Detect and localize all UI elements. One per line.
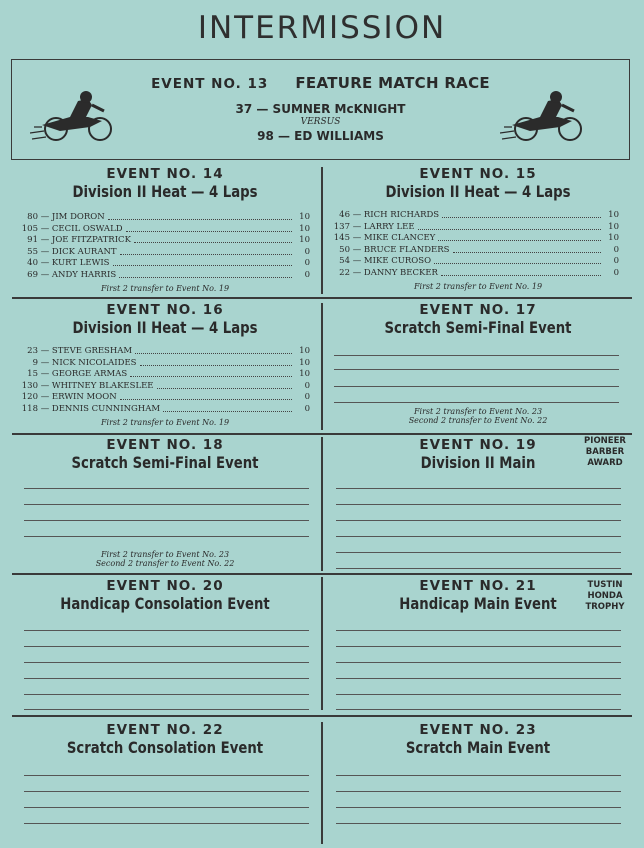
event-14-panel bbox=[12, 166, 318, 296]
entry-line bbox=[24, 646, 309, 647]
rider-name: WHITNEY BLAKESLEE bbox=[51, 380, 154, 391]
rider-number: 15 bbox=[27, 369, 38, 380]
entry-line bbox=[336, 552, 621, 553]
rider-name: LARRY LEE bbox=[363, 221, 415, 232]
rider-name: JOE FITZPATRICK bbox=[51, 235, 131, 246]
entry-line bbox=[336, 678, 621, 679]
entry-line bbox=[24, 694, 309, 695]
dash-separator: — bbox=[350, 268, 364, 278]
entry-line bbox=[334, 402, 619, 403]
event-title: Handicap Main Event bbox=[399, 594, 557, 613]
event-number: EVENT NO. 17 bbox=[419, 302, 537, 318]
rider-name: DICK AURANT bbox=[51, 246, 117, 257]
column-divider bbox=[321, 167, 323, 294]
event-number: EVENT NO. 20 bbox=[106, 578, 224, 594]
leader-dots bbox=[120, 247, 292, 255]
entry-row bbox=[20, 212, 310, 222]
dash-separator: — bbox=[38, 357, 52, 368]
rider-name: KURT LEWIS bbox=[51, 258, 110, 269]
entry-line bbox=[24, 488, 309, 489]
leader-dots bbox=[442, 210, 601, 218]
entry-row bbox=[20, 404, 310, 414]
leader-dots bbox=[113, 258, 292, 266]
rider-number: 55 bbox=[27, 246, 38, 257]
event-title: Division II Heat — 4 Laps bbox=[385, 182, 571, 201]
rider-points: 0 bbox=[304, 380, 310, 391]
column-divider bbox=[321, 437, 323, 571]
rider-number: 137 bbox=[333, 221, 350, 232]
event-number: EVENT NO. 14 bbox=[106, 166, 224, 182]
entry-row bbox=[20, 224, 310, 234]
dash-separator: — bbox=[350, 221, 364, 232]
leader-dots bbox=[134, 235, 292, 243]
dash-separator: — bbox=[350, 256, 364, 267]
entry-line bbox=[24, 536, 309, 537]
feature-match-box bbox=[11, 59, 630, 160]
row-divider bbox=[12, 297, 632, 299]
event-title: Division II Heat — 4 Laps bbox=[72, 318, 258, 337]
transfer-note: First 2 transfer to Event No. 19 bbox=[100, 418, 230, 427]
entry-line bbox=[24, 709, 309, 710]
leader-dots bbox=[441, 268, 601, 276]
entry-line bbox=[24, 807, 309, 808]
rider-points: 0 bbox=[304, 258, 310, 269]
event-number: EVENT NO. 19 bbox=[419, 437, 537, 453]
rider-name: DENNIS CUNNINGHAM bbox=[51, 404, 161, 414]
leader-dots bbox=[135, 346, 292, 354]
event-19-panel bbox=[324, 437, 632, 572]
rider-name: ANDY HARRIS bbox=[51, 270, 117, 280]
rider-points: 0 bbox=[304, 404, 310, 414]
entry-row bbox=[20, 247, 310, 257]
entry-line bbox=[336, 823, 621, 824]
dash-separator: — bbox=[38, 404, 52, 414]
leader-dots bbox=[108, 212, 292, 220]
entry-line bbox=[336, 568, 621, 569]
entry-row bbox=[332, 222, 619, 232]
entry-row bbox=[332, 233, 619, 243]
column-divider bbox=[321, 722, 323, 844]
dash-separator: — bbox=[38, 392, 52, 403]
leader-dots bbox=[126, 224, 292, 232]
event-title: Scratch Semi-Final Event bbox=[384, 318, 572, 337]
entry-row bbox=[20, 235, 310, 245]
rider-points: 0 bbox=[304, 270, 310, 280]
entry-row bbox=[332, 210, 619, 220]
rider-name: NICK NICOLAIDES bbox=[51, 357, 137, 368]
leader-dots bbox=[434, 256, 601, 264]
dash-separator: — bbox=[38, 346, 52, 356]
feature-event-number: EVENT NO. 13 bbox=[151, 76, 269, 92]
dash-separator: — bbox=[38, 223, 52, 234]
rider-name: DANNY BECKER bbox=[363, 268, 438, 278]
event-title: Scratch Semi-Final Event bbox=[71, 453, 259, 472]
row-divider bbox=[12, 573, 632, 575]
row-divider bbox=[12, 715, 632, 717]
rider-number: 40 bbox=[27, 258, 38, 269]
rider-number: 22 bbox=[339, 268, 350, 278]
entry-line bbox=[336, 662, 621, 663]
entry-line bbox=[24, 823, 309, 824]
feature-versus: VERSUS bbox=[300, 117, 341, 127]
event-number: EVENT NO. 18 bbox=[106, 437, 224, 453]
entry-row bbox=[20, 358, 310, 368]
rider-points: 0 bbox=[304, 392, 310, 403]
leader-dots bbox=[453, 245, 601, 253]
entry-row bbox=[332, 256, 619, 266]
rider-name: RICH RICHARDS bbox=[363, 210, 440, 220]
transfer-note: Second 2 transfer to Event No. 22 bbox=[408, 416, 548, 425]
dash-separator: — bbox=[350, 210, 364, 220]
entry-line bbox=[24, 504, 309, 505]
event-number: EVENT NO. 16 bbox=[106, 302, 224, 318]
leader-dots bbox=[157, 381, 292, 389]
rider-number: 50 bbox=[339, 244, 350, 255]
dash-separator: — bbox=[38, 246, 52, 257]
rider-name: CECIL OSWALD bbox=[51, 223, 123, 234]
event-title: Division II Main bbox=[420, 453, 536, 472]
entry-row bbox=[20, 392, 310, 402]
event-title: Scratch Main Event bbox=[405, 738, 551, 757]
event-number: EVENT NO. 15 bbox=[419, 166, 537, 182]
event-23-panel bbox=[324, 722, 632, 847]
rider-points: 10 bbox=[608, 221, 619, 232]
rider-name: STEVE GRESHAM bbox=[51, 346, 133, 356]
rider-points: 10 bbox=[299, 346, 310, 356]
rider-number: 105 bbox=[21, 223, 38, 234]
entry-row bbox=[20, 258, 310, 268]
dash-separator: — bbox=[38, 258, 52, 269]
feature-title: FEATURE MATCH RACE bbox=[295, 74, 490, 92]
entry-row bbox=[332, 245, 619, 255]
rider-points: 10 bbox=[299, 235, 310, 246]
row-divider bbox=[12, 433, 632, 435]
event-18-panel bbox=[12, 437, 318, 572]
rider-points: 0 bbox=[304, 246, 310, 257]
dash-separator: — bbox=[38, 235, 52, 246]
entry-line bbox=[336, 520, 621, 521]
rider-points: 10 bbox=[608, 210, 619, 220]
rider-name: ERWIN MOON bbox=[51, 392, 117, 403]
rider-number: 145 bbox=[333, 233, 350, 244]
event-16-panel bbox=[12, 302, 318, 432]
event-title: Scratch Consolation Event bbox=[66, 738, 264, 757]
entry-row bbox=[20, 270, 310, 280]
entry-line bbox=[336, 791, 621, 792]
entry-line bbox=[24, 520, 309, 521]
event-title: Division II Heat — 4 Laps bbox=[72, 182, 258, 201]
transfer-note: First 2 transfer to Event No. 19 bbox=[413, 282, 543, 291]
entry-line bbox=[24, 678, 309, 679]
entry-line bbox=[334, 369, 619, 370]
entry-row bbox=[20, 346, 310, 356]
transfer-note: Second 2 transfer to Event No. 22 bbox=[95, 559, 235, 568]
entry-line bbox=[24, 630, 309, 631]
leader-dots bbox=[438, 233, 601, 241]
award-name: TUSTIN HONDA TROPHY bbox=[585, 580, 625, 612]
event-17-panel bbox=[324, 302, 632, 432]
rider-number: 118 bbox=[21, 404, 38, 414]
entry-line bbox=[336, 694, 621, 695]
dash-separator: — bbox=[38, 270, 52, 280]
rider-points: 10 bbox=[299, 223, 310, 234]
transfer-note: First 2 transfer to Event No. 23 bbox=[413, 407, 543, 416]
dash-separator: — bbox=[350, 233, 364, 244]
event-title: Handicap Consolation Event bbox=[60, 594, 270, 613]
column-divider bbox=[321, 303, 323, 430]
rider-number: 130 bbox=[21, 380, 38, 391]
event-20-panel bbox=[12, 578, 318, 713]
transfer-note: First 2 transfer to Event No. 23 bbox=[100, 550, 230, 559]
dash-separator: — bbox=[38, 212, 52, 222]
event-15-panel bbox=[324, 166, 632, 296]
leader-dots bbox=[418, 222, 601, 230]
entry-row bbox=[332, 268, 619, 278]
event-22-panel bbox=[12, 722, 318, 847]
rider-number: 80 bbox=[27, 212, 38, 222]
speedway-rider-illustration-left bbox=[30, 87, 120, 147]
entry-line bbox=[24, 791, 309, 792]
entry-line bbox=[336, 646, 621, 647]
speedway-rider-illustration-right bbox=[500, 87, 590, 147]
leader-dots bbox=[163, 404, 292, 412]
entry-line bbox=[24, 775, 309, 776]
entry-row bbox=[20, 369, 310, 379]
rider-points: 10 bbox=[299, 357, 310, 368]
event-number: EVENT NO. 21 bbox=[419, 578, 537, 594]
rider-points: 10 bbox=[299, 212, 310, 222]
dash-separator: — bbox=[38, 369, 52, 380]
entry-row bbox=[20, 381, 310, 391]
event-21-panel bbox=[324, 578, 632, 713]
entry-line bbox=[24, 662, 309, 663]
entry-line bbox=[336, 504, 621, 505]
transfer-note: First 2 transfer to Event No. 19 bbox=[100, 284, 230, 293]
rider-name: MIKE CLANCEY bbox=[363, 233, 436, 244]
rider-number: 91 bbox=[27, 235, 38, 246]
column-divider bbox=[321, 577, 323, 710]
entry-line bbox=[336, 807, 621, 808]
rider-points: 10 bbox=[608, 233, 619, 244]
rider-number: 54 bbox=[339, 256, 350, 267]
leader-dots bbox=[140, 358, 292, 366]
rider-name: GEORGE ARMAS bbox=[51, 369, 128, 380]
event-number: EVENT NO. 23 bbox=[419, 722, 537, 738]
award-name: PIONEER BARBER AWARD bbox=[584, 436, 626, 468]
rider-points: 0 bbox=[613, 244, 619, 255]
entry-line bbox=[334, 355, 619, 356]
leader-dots bbox=[130, 369, 292, 377]
entry-line bbox=[336, 488, 621, 489]
rider-number: 120 bbox=[21, 392, 38, 403]
entry-line bbox=[336, 709, 621, 710]
rider-number: 9 bbox=[32, 357, 38, 368]
feature-rider-2: 98 — ED WILLIAMS bbox=[257, 129, 384, 143]
event-number: EVENT NO. 22 bbox=[106, 722, 224, 738]
rider-number: 23 bbox=[27, 346, 38, 356]
entry-line bbox=[336, 630, 621, 631]
rider-points: 0 bbox=[613, 256, 619, 267]
dash-separator: — bbox=[38, 380, 52, 391]
page-title: INTERMISSION bbox=[197, 10, 447, 46]
leader-dots bbox=[119, 270, 292, 278]
feature-rider-1: 37 — SUMNER McKNIGHT bbox=[235, 102, 406, 116]
rider-points: 10 bbox=[299, 369, 310, 380]
rider-name: BRUCE FLANDERS bbox=[363, 244, 450, 255]
rider-number: 46 bbox=[339, 210, 350, 220]
rider-name: MIKE CUROSO bbox=[363, 256, 432, 267]
leader-dots bbox=[120, 392, 292, 400]
rider-points: 0 bbox=[613, 268, 619, 278]
entry-line bbox=[336, 775, 621, 776]
dash-separator: — bbox=[350, 244, 364, 255]
entry-line bbox=[336, 536, 621, 537]
rider-number: 69 bbox=[27, 270, 38, 280]
rider-name: JIM DORON bbox=[51, 212, 105, 222]
entry-line bbox=[334, 386, 619, 387]
